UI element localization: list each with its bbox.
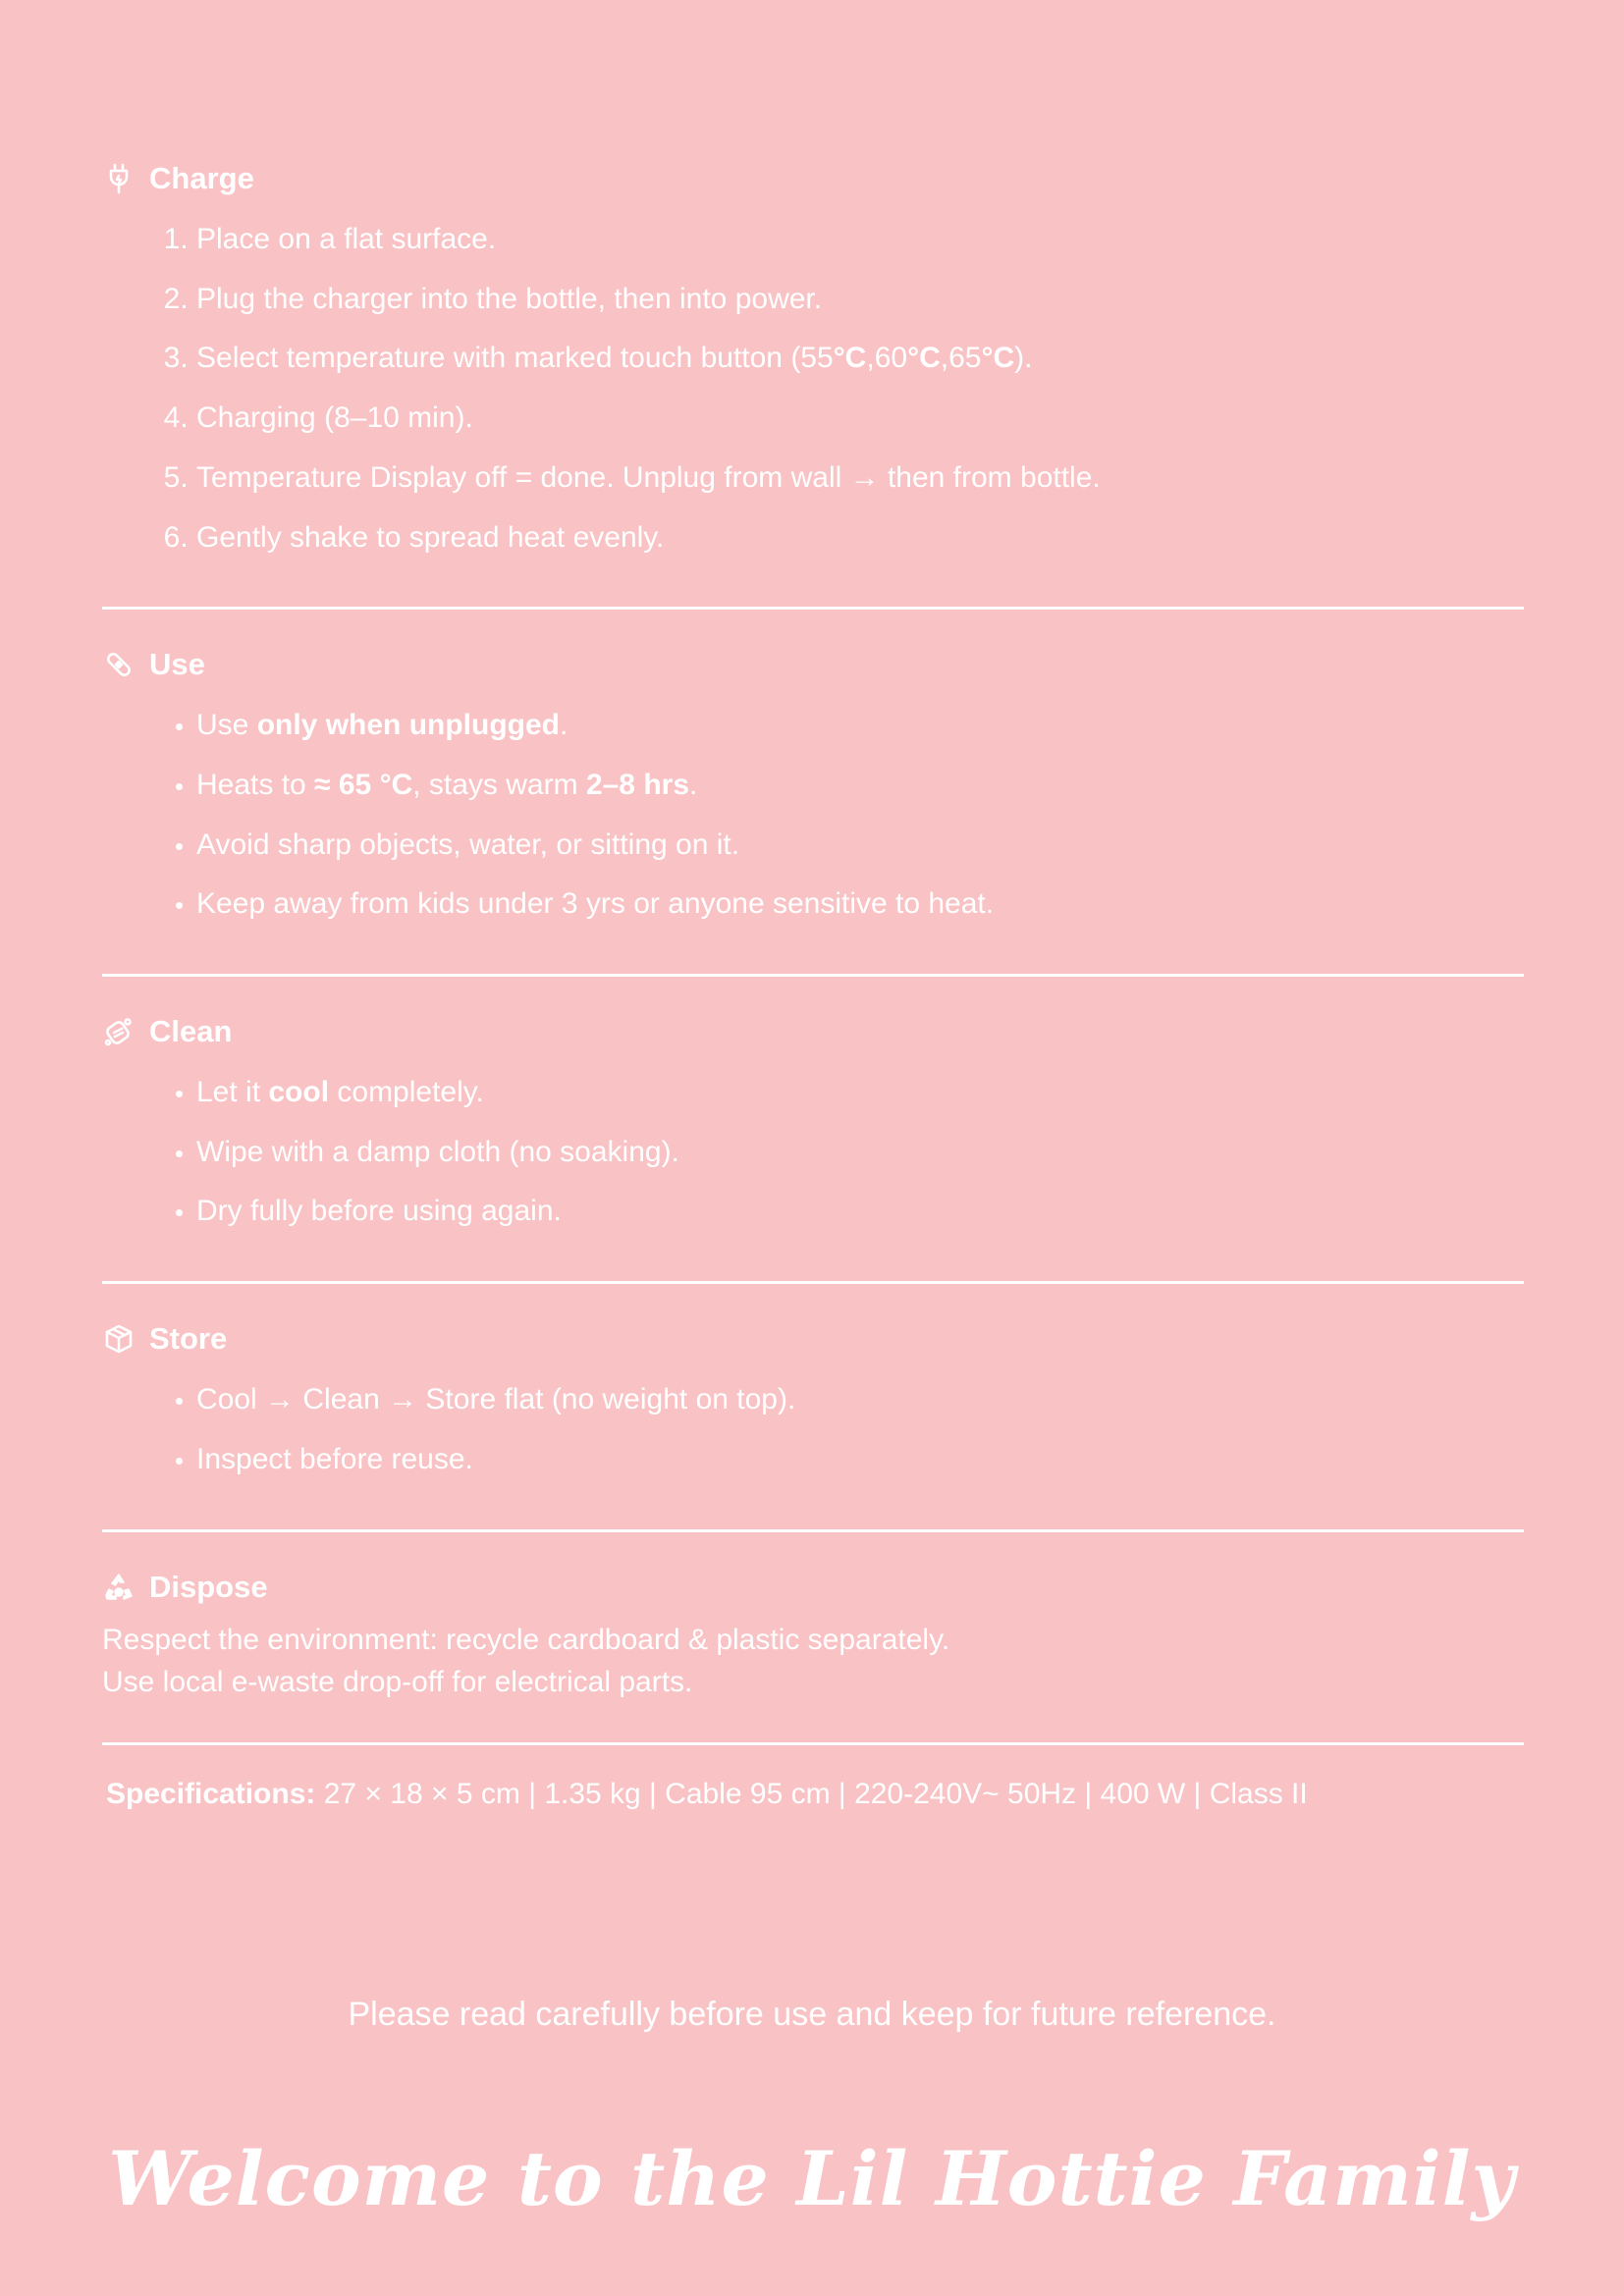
dispose-line-2: Use local e-waste drop-off for electrical parts. — [102, 1665, 693, 1698]
footer-note: Please read carefully before use and keep for future reference. — [348, 1996, 1276, 2033]
list-item: • Wipe with a damp cloth (no soaking). — [196, 1123, 1524, 1183]
section-title-charge: Charge — [149, 161, 254, 195]
section-clean — [102, 1010, 1524, 1284]
dispose-line-1: Respect the environment: recycle cardboard & plastic separately. — [102, 1623, 950, 1656]
section-heading-clean — [102, 1010, 1524, 1053]
specifications-value: 27 × 18 × 5 cm | 1.35 kg | Cable 95 cm | 220-240V~ 50Hz | 400 W | Class II — [315, 1777, 1308, 1810]
section-charge — [102, 157, 1524, 610]
section-store — [102, 1317, 1524, 1531]
section-title-clean: Clean — [149, 1014, 233, 1049]
list-item: 2. Plug the charger into the bottle, then into power. — [196, 270, 1524, 330]
list-item: 1. Place on a flat surface. — [196, 210, 1524, 270]
soap-icon — [102, 1015, 135, 1048]
section-heading-store — [102, 1317, 1524, 1361]
store-list — [102, 1370, 1524, 1489]
list-item: 4. Charging (8–10 min). — [196, 389, 1524, 449]
section-dispose — [102, 1566, 1524, 1745]
list-item: • Keep away from kids under 3 yrs or anyone sensitive to heat. — [196, 875, 1524, 934]
section-use — [102, 643, 1524, 977]
section-title-use: Use — [149, 647, 205, 682]
instructions-content — [102, 157, 1524, 1816]
box-icon — [102, 1322, 135, 1356]
welcome-banner: Welcome to the Lil Hottie Family — [108, 2135, 1516, 2222]
plug-icon — [102, 162, 135, 195]
dispose-text — [102, 1619, 1524, 1703]
clean-list — [102, 1063, 1524, 1242]
list-item: • Dry fully before using again. — [196, 1182, 1524, 1242]
charge-steps-list — [102, 210, 1524, 567]
specifications-label: Specifications: — [106, 1777, 316, 1810]
bandage-icon — [102, 648, 135, 681]
list-item: 5. Temperature Display off = done. Unplug from wall → then from bottle. — [196, 449, 1524, 508]
section-heading-use — [102, 643, 1524, 686]
list-item: • Heats to ≈ 65 °C, stays warm 2–8 hrs. — [196, 756, 1524, 816]
list-item: • Use only when unplugged. — [196, 696, 1524, 756]
use-list — [102, 696, 1524, 934]
section-title-dispose: Dispose — [149, 1569, 268, 1604]
list-item: • Inspect before reuse. — [196, 1430, 1524, 1490]
specifications-line — [102, 1773, 1524, 1816]
section-heading-charge — [102, 157, 1524, 200]
section-title-store: Store — [149, 1321, 228, 1357]
list-item: 3. Select temperature with marked touch button (55°C,60°C,65°C). — [196, 329, 1524, 389]
section-specs — [102, 1773, 1524, 1816]
list-item: • Let it cool completely. — [196, 1063, 1524, 1123]
recycle-icon — [102, 1571, 135, 1604]
list-item: 6. Gently shake to spread heat evenly. — [196, 508, 1524, 568]
list-item: • Avoid sharp objects, water, or sitting on it. — [196, 816, 1524, 876]
section-heading-dispose — [102, 1566, 1524, 1609]
list-item: • Cool → Clean → Store flat (no weight on top). — [196, 1370, 1524, 1430]
